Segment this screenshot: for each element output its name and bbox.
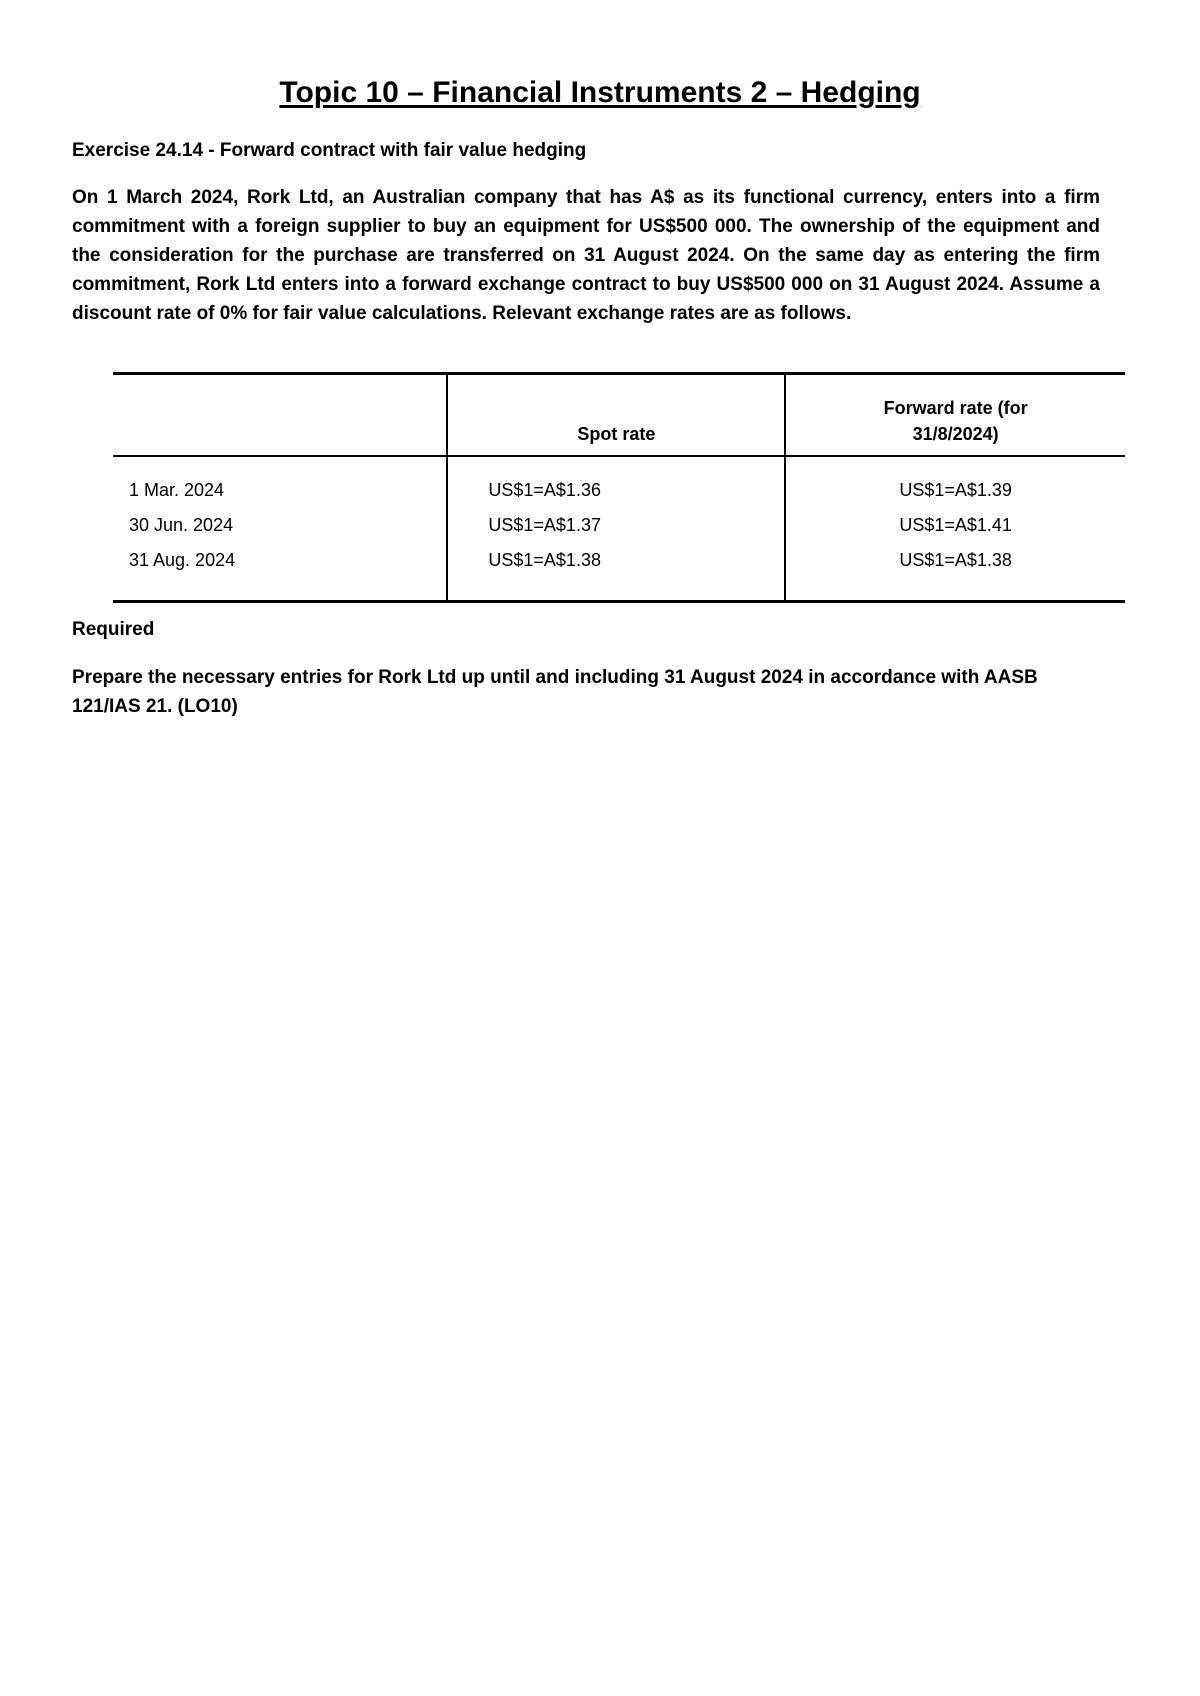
header-forward-line1: Forward rate (for	[883, 398, 1028, 418]
row-forward-rate: US$1=A$1.39	[785, 456, 1125, 508]
intro-paragraph: On 1 March 2024, Rork Ltd, an Australian company that has A$ as its functional currency, enters into a firm commitment with a foreign supplier to buy an equipment for US$500 000. The ownership of the equipment and the consideration for the purchase are transferred on 31 August 2024. On the same day as entering the firm commitment, Rork Ltd enters into a forward exchange contract to buy US$500 000 on 31 August 2024. Assume a discount rate of 0% for fair value calculations. Relevant exchange rates are as follows.	[72, 187, 1100, 324]
header-spot-rate: Spot rate	[447, 374, 785, 457]
row-forward-rate: US$1=A$1.41	[785, 508, 1125, 543]
header-date	[113, 374, 447, 457]
required-heading: Required	[72, 619, 155, 640]
row-forward-rate: US$1=A$1.38	[785, 543, 1125, 602]
row-spot-rate: US$1=A$1.38	[447, 543, 785, 602]
exchange-rates-table	[113, 372, 1125, 603]
row-spot-rate: US$1=A$1.37	[447, 508, 785, 543]
table-header	[113, 374, 1125, 457]
row-spot-rate: US$1=A$1.36	[447, 456, 785, 508]
row-date: 1 Mar. 2024	[129, 480, 225, 500]
table-row	[113, 543, 1125, 602]
header-forward-rate	[785, 374, 1125, 457]
table-body	[113, 456, 1125, 602]
header-row	[113, 374, 1125, 457]
row-date: 31 Aug. 2024	[129, 550, 236, 570]
exercise-heading: Exercise 24.14 - Forward contract with fair value hedging	[72, 140, 587, 161]
table-row	[113, 508, 1125, 543]
document-title: Topic 10 – Financial Instruments 2 – Hedging	[279, 76, 921, 109]
required-text: Prepare the necessary entries for Rork Ltd up until and including 31 August 2024 in accordance with AASB 121/IAS 21. (LO10)	[72, 667, 1038, 717]
header-forward-line2: 31/8/2024)	[912, 424, 999, 444]
row-date: 30 Jun. 2024	[129, 515, 234, 535]
table-row	[113, 456, 1125, 508]
